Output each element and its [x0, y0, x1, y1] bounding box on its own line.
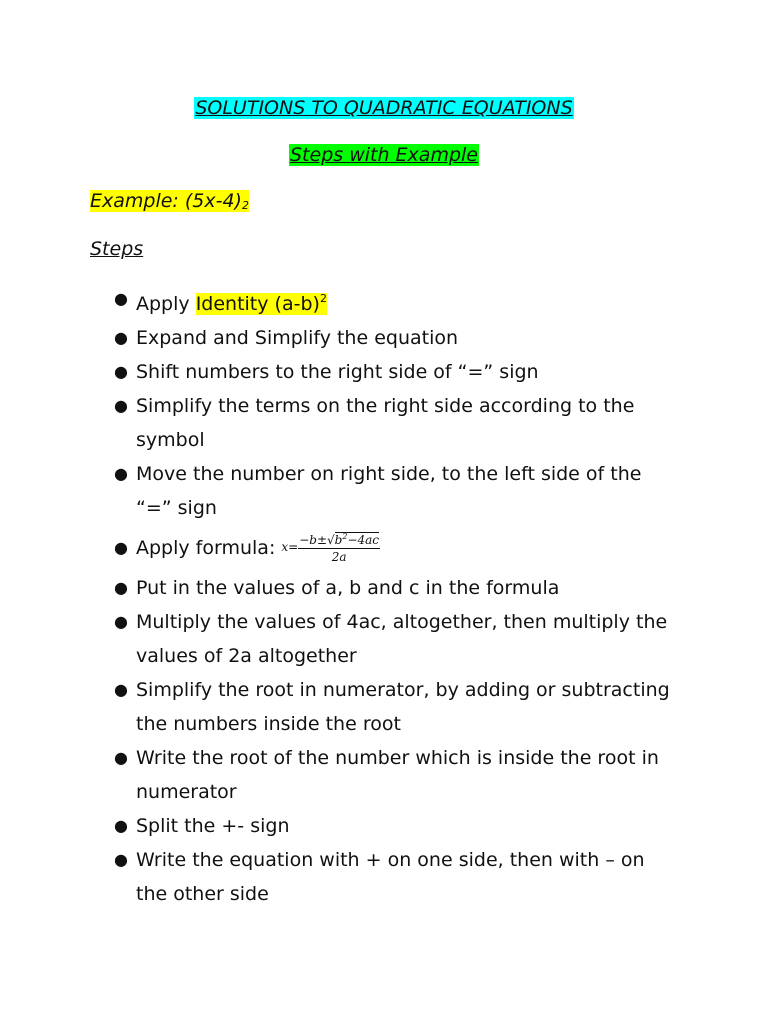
list-item: [0, 605, 676, 673]
list-item: [0, 571, 676, 605]
step-pre: Apply: [136, 293, 196, 315]
step-highlight: [196, 293, 327, 315]
bullet-icon: ●: [114, 538, 128, 557]
step-text: Simplify the root in numerator, by adding or subtracting the numbers inside the root: [136, 679, 670, 735]
formula-radicand: [335, 532, 379, 547]
example-highlight: [90, 190, 249, 212]
step-text: Write the root of the number which is inside the root in numerator: [136, 747, 659, 803]
step-text: Move the number on right side, to the left side of the “=” sign: [136, 463, 642, 519]
list-item: [0, 457, 676, 525]
bullet-icon: ●: [114, 464, 128, 483]
example-exponent: 2: [241, 199, 249, 212]
steps-list: [0, 282, 768, 911]
step-text: Shift numbers to the right side of “=” sign: [136, 361, 539, 383]
radicand-exponent: 2: [342, 531, 348, 541]
list-item: [0, 809, 676, 843]
bullet-icon: ●: [114, 328, 128, 347]
step-text: Expand and Simplify the equation: [136, 327, 459, 349]
step-text: Simplify the terms on the right side according to the symbol: [136, 395, 635, 451]
radicand-rest: −4ac: [347, 532, 380, 547]
bullet-icon: ●: [114, 680, 128, 699]
bullet-icon: ●: [114, 748, 128, 767]
step-text: Apply formula:: [136, 537, 282, 559]
formula-lhs: x=: [281, 539, 299, 554]
step-text: Split the +- sign: [136, 815, 290, 837]
example-label: Example: (5x-4): [90, 190, 242, 212]
identity-text: Identity (a-b): [195, 293, 320, 315]
bullet-icon: ●: [114, 396, 128, 415]
document-title: [0, 96, 768, 120]
bullet-icon: ●: [114, 289, 128, 308]
subtitle-text: Steps with Example: [290, 144, 478, 166]
list-item: [0, 321, 676, 355]
step-text: Multiply the values of 4ac, altogether, then multiply the values of 2a altogether: [136, 611, 668, 667]
example-line: [90, 189, 249, 218]
document-subtitle: [0, 143, 768, 167]
radicand-base: b: [334, 532, 343, 547]
step-text: Write the equation with + on one side, then with – on the other side: [136, 849, 645, 905]
formula-fraction: [298, 530, 380, 564]
list-item: [0, 673, 676, 741]
identity-exponent: 2: [319, 292, 327, 305]
title-text: SOLUTIONS TO QUADRATIC EQUATIONS: [195, 97, 573, 119]
list-item: [0, 389, 676, 457]
bullet-icon: ●: [114, 362, 128, 381]
list-item: [0, 741, 676, 809]
step-text: Put in the values of a, b and c in the formula: [136, 577, 560, 599]
formula-denominator: 2a: [331, 549, 347, 564]
steps-heading: Steps: [90, 238, 144, 260]
bullet-icon: ●: [114, 816, 128, 835]
formula-numerator: [298, 530, 380, 549]
list-item: [0, 843, 676, 911]
bullet-icon: ●: [114, 850, 128, 869]
list-item: [0, 355, 676, 389]
bullet-icon: ●: [114, 578, 128, 597]
list-item: [0, 282, 676, 321]
bullet-icon: ●: [114, 612, 128, 631]
numerator-prefix: −b±√: [299, 532, 335, 547]
list-item: [0, 525, 676, 571]
quadratic-formula: [281, 530, 380, 564]
